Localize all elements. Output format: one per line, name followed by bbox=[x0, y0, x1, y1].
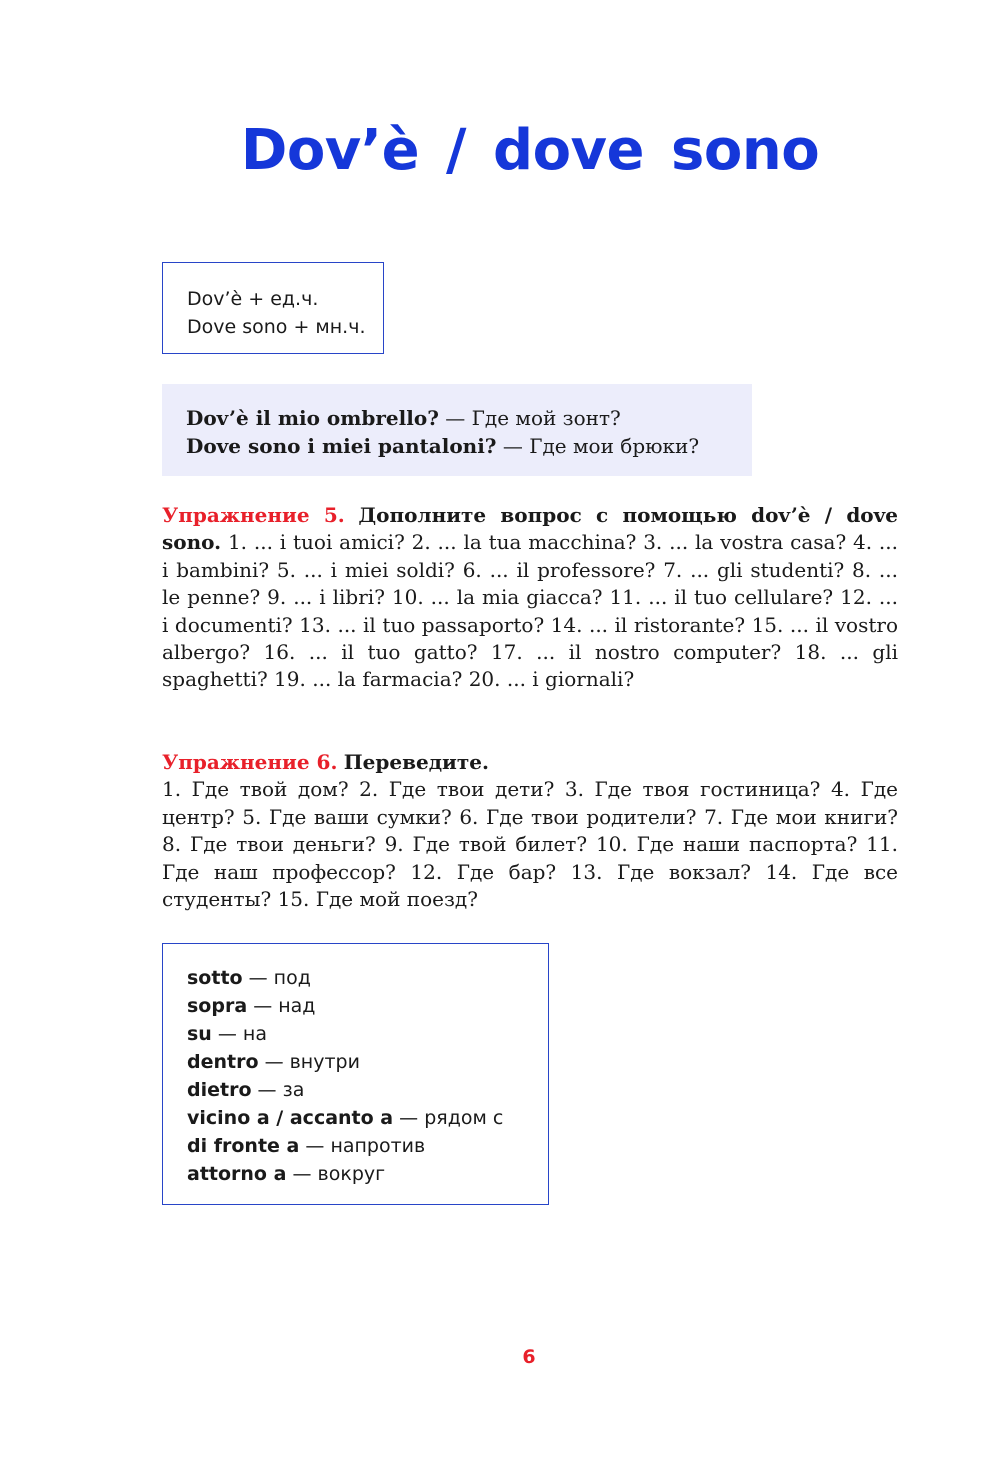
vocab-russian: — внутри bbox=[258, 1051, 360, 1073]
grammar-rule-box bbox=[162, 262, 384, 354]
vocab-italian: dietro bbox=[187, 1079, 252, 1101]
exercise-6 bbox=[162, 749, 898, 913]
vocab-italian: vicino a / accanto a bbox=[187, 1107, 394, 1129]
page-title: Dov’è / dove sono bbox=[240, 118, 820, 183]
example-line bbox=[186, 432, 752, 460]
vocab-russian: — над bbox=[247, 995, 316, 1017]
exercise-5-instruction: Дополните вопрос с помощью dov’è / dove sono. bbox=[162, 503, 898, 555]
exercise-5-label: Упражнение 5. bbox=[162, 503, 345, 527]
example-italian: Dov’è il mio ombrello? bbox=[186, 406, 439, 430]
exercise-6-label: Упражнение 6. bbox=[162, 750, 338, 774]
example-russian: — Где мои брюки? bbox=[496, 434, 700, 458]
vocab-item bbox=[187, 964, 548, 992]
vocab-italian: attorno a bbox=[187, 1163, 287, 1185]
example-russian: — Где мой зонт? bbox=[438, 406, 621, 430]
page-number: 6 bbox=[522, 1346, 536, 1368]
vocab-italian: sopra bbox=[187, 995, 248, 1017]
exercise-5 bbox=[162, 502, 898, 694]
exercise-6-text: 1. Где твой дом? 2. Где твои дети? 3. Где твоя гостиница? 4. Где центр? 5. Где ваши сумки? 6. Где твои родители? 7. Где мои книги? 8. Где твои деньги? 9. Где твой билет? 10. Где наши паспорта? 11. Где наш профессор? 12. Где бар? 13. Где вокзал? 14. Где все студенты? 15. Где мой поезд? bbox=[162, 777, 898, 912]
vocab-item bbox=[187, 1104, 548, 1132]
vocab-item bbox=[187, 1020, 548, 1048]
vocab-italian: di fronte a bbox=[187, 1135, 300, 1157]
vocab-italian: su bbox=[187, 1023, 212, 1045]
vocab-italian: sotto bbox=[187, 967, 243, 989]
vocab-item bbox=[187, 1048, 548, 1076]
vocab-item bbox=[187, 1076, 548, 1104]
vocabulary-box bbox=[162, 943, 549, 1205]
vocab-russian: — на bbox=[211, 1023, 267, 1045]
vocab-russian: — напротив bbox=[299, 1135, 426, 1157]
vocab-item bbox=[187, 992, 548, 1020]
example-italian: Dove sono i miei pantaloni? bbox=[186, 434, 497, 458]
examples-box bbox=[162, 384, 752, 476]
vocab-russian: — под bbox=[242, 967, 311, 989]
vocab-item bbox=[187, 1160, 548, 1188]
exercise-5-text: 1. ... i tuoi amici? 2. ... la tua macchina? 3. ... la vostra casa? 4. ... i bambini? 5. ... i miei soldi? 6. ... il professore? 7. ... gli studenti? 8. ... le penne? 9. ... i libri? 10. ... la mia giacca? 11. ... il tuo cellulare? 12. ... i documenti? 13. ... il tuo passaporto? 14. ... il ristorante? 15. ... il vostro albergo? 16. ... il tuo gatto? 17. ... il nostro computer? 18. ... gli spaghetti? 19. ... la farmacia? 20. ... i giornali? bbox=[162, 530, 899, 692]
rule-plural: Dove sono + мн.ч. bbox=[187, 316, 366, 338]
rule-singular: Dov’è + ед.ч. bbox=[187, 288, 319, 310]
vocab-russian: — за bbox=[251, 1079, 305, 1101]
exercise-6-instruction: Переведите. bbox=[343, 750, 489, 774]
vocab-russian: — рядом с bbox=[393, 1107, 504, 1129]
vocab-italian: dentro bbox=[187, 1051, 259, 1073]
example-line bbox=[186, 404, 752, 432]
vocab-russian: — вокруг bbox=[286, 1163, 386, 1185]
vocab-item bbox=[187, 1132, 548, 1160]
